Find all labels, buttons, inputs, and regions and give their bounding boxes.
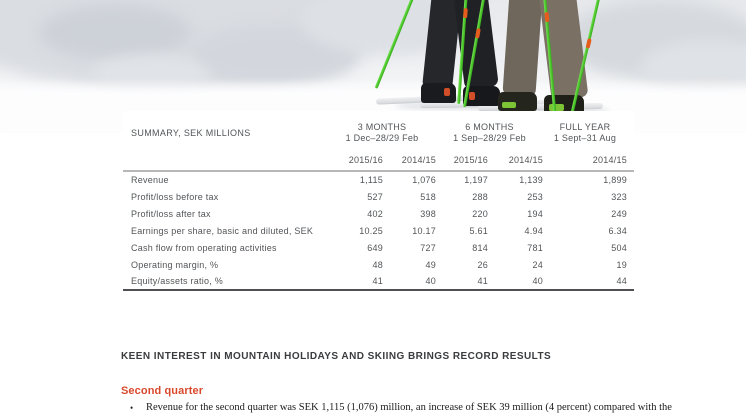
row-label: Equity/assets ratio, %: [123, 273, 328, 290]
cell-value: 4.94: [524, 225, 544, 236]
cell-value: 5.61: [469, 225, 489, 236]
cell-value: 518: [420, 191, 437, 202]
cell-value: 19: [616, 259, 628, 270]
table-row: [123, 222, 634, 239]
cell-value: 727: [420, 242, 437, 253]
column-group-6-months: [436, 115, 543, 151]
group-label: 3 MONTHS: [357, 122, 407, 132]
cell-value: 814: [472, 242, 489, 253]
table-row: [123, 256, 634, 273]
table-group-header-row: [123, 115, 634, 151]
table-year-header-row: [123, 151, 634, 171]
row-label: Profit/loss after tax: [131, 208, 211, 219]
year-header: 2014/15: [543, 151, 634, 171]
cell-value: 194: [527, 208, 544, 219]
boot-buckle: [469, 92, 475, 100]
cell-value: 527: [367, 191, 383, 202]
snow-wall-shadow: [40, 5, 190, 60]
cell-value: 26: [477, 259, 489, 270]
cell-value: 41: [328, 273, 383, 290]
cell-value: 649: [367, 242, 383, 253]
cell-value: 323: [611, 191, 628, 202]
year-header: 2015/16: [328, 151, 383, 171]
empty-cell: [123, 151, 328, 171]
row-label: Cash flow from operating activities: [131, 242, 277, 253]
cell-value: 40: [383, 273, 436, 290]
table-title: SUMMARY, SEK MILLIONS: [131, 128, 251, 138]
cell-value: 1,115: [359, 175, 383, 185]
group-label: 6 MONTHS: [465, 122, 514, 132]
group-period: 1 Sept–31 Aug: [553, 133, 617, 143]
table-row: [123, 171, 634, 188]
skier-right-leg: [502, 0, 542, 97]
cell-value: 44: [543, 273, 634, 290]
cell-value: 1,899: [603, 175, 628, 185]
cell-value: 40: [488, 273, 543, 290]
row-label: Revenue: [131, 175, 169, 185]
pole-grip-band: [544, 12, 549, 22]
group-period: 1 Sep–28/29 Feb: [453, 133, 526, 143]
summary-table-card: [123, 111, 634, 291]
summary-table: [123, 115, 634, 291]
year-header: 2014/15: [488, 151, 543, 171]
second-quarter-subheading: Second quarter: [121, 385, 204, 397]
ski-boot: [421, 83, 456, 103]
bullet-text: Revenue for the second quarter was SEK 1,115 (1,076) million, an increase of SEK 39 million (4 percent) compared with the: [146, 402, 672, 413]
table-row: [123, 239, 634, 256]
bullet-icon: •: [130, 403, 134, 413]
cell-value: 398: [420, 208, 437, 219]
cell-value: 253: [527, 191, 544, 202]
row-label: Operating margin, %: [131, 259, 219, 270]
cell-value: 220: [472, 208, 489, 219]
row-label: Profit/loss before tax: [131, 191, 219, 202]
row-label: Earnings per share, basic and diluted, SEK: [131, 225, 314, 236]
table-row: [123, 273, 634, 290]
boot-accent: [549, 104, 564, 111]
cell-value: 402: [367, 208, 383, 219]
revenue-bullet: [130, 402, 696, 413]
cell-value: 24: [532, 259, 544, 270]
results-heading: KEEN INTEREST IN MOUNTAIN HOLIDAYS AND SKIING BRINGS RECORD RESULTS: [121, 351, 552, 362]
table-row: [123, 188, 634, 205]
year-header: 2015/16: [436, 151, 488, 171]
table-row: [123, 205, 634, 222]
cell-value: 1,197: [464, 175, 489, 185]
cell-value: 1,139: [519, 175, 544, 185]
cell-value: 6.34: [608, 225, 628, 236]
cell-value: 1,076: [412, 175, 437, 185]
cell-value: 41: [436, 273, 488, 290]
cell-value: 48: [372, 259, 383, 270]
pole-grip-band: [463, 8, 468, 18]
column-group-3-months: [328, 115, 436, 151]
year-header: 2014/15: [383, 151, 436, 171]
cell-value: 10.17: [412, 225, 437, 236]
cell-value: 249: [611, 208, 628, 219]
cell-value: 504: [611, 242, 628, 253]
boot-accent: [502, 102, 516, 108]
cell-value: 288: [472, 191, 489, 202]
cell-value: 49: [425, 259, 437, 270]
boot-buckle: [444, 88, 450, 96]
ski-boot: [498, 92, 537, 111]
group-label: FULL YEAR: [559, 122, 611, 132]
group-period: 1 Dec–28/29 Feb: [345, 133, 419, 143]
column-group-full-year: [543, 115, 634, 151]
cell-value: 781: [527, 242, 544, 253]
cell-value: 10.25: [359, 225, 383, 236]
